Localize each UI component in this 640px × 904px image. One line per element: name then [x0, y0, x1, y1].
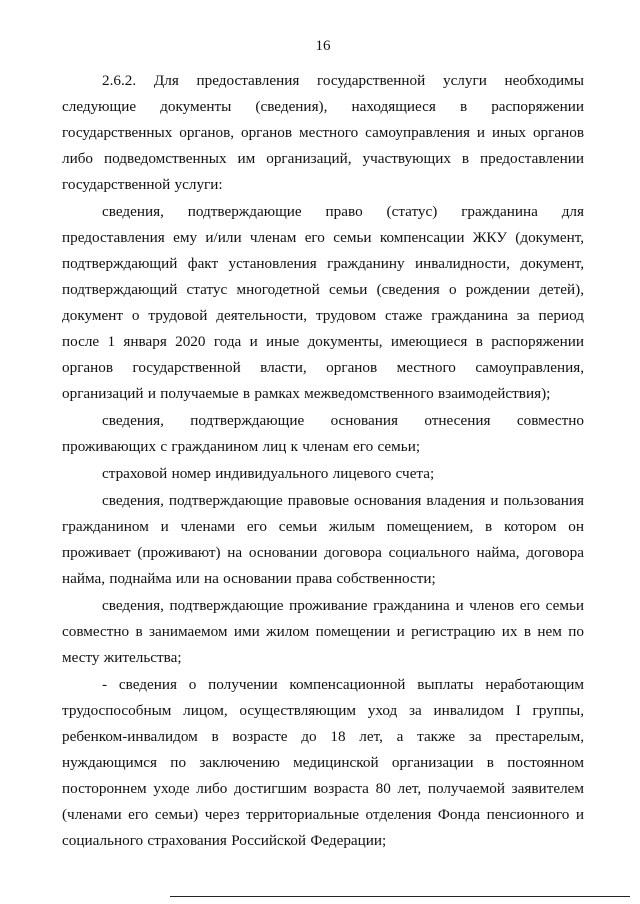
paragraph-compensation-payment: - сведения о получении компенсационной выплаты неработающим трудоспособным лицом, осуществляющим уход за инвалидом I группы, ребенком-инвалидом в возрасте до 18 лет, а также за престарелым, нуждающимся по заключению медицинской организации в постоянном постороннем уходе либо достигшим возраста 80 лет, получаемой заявителем (членами его семьи) через территориальные отделения Фонда пенсионного и социального страхования Российской Федерации; — [62, 676, 584, 849]
paragraph-2-6-2-intro: 2.6.2. Для предоставления государственной услуги необходимы следующие документы (сведения), находящиеся в распоряжении государственных органов, органов местного самоуправления и иных органов либо подведомственных им организаций, участвующих в предоставлении государственной услуги: — [62, 72, 584, 193]
paragraph-snils: страховой номер индивидуального лицевого счета; — [102, 465, 435, 482]
paragraph-residence-registration: сведения, подтверждающие проживание гражданина и членов его семьи совместно в занимаемом ими жилом помещении и регистрацию их в нем по месту жительства; — [62, 597, 584, 666]
paragraph-housing-rights: сведения, подтверждающие правовые основания владения и пользования гражданином и членами его семьи жилым помещением, в котором он проживает (проживают) на основании договора социального найма, договора найма, поднайма или на основании права собственности; — [62, 492, 584, 587]
document-body — [62, 68, 584, 855]
paragraph-family-members: сведения, подтверждающие основания отнесения совместно проживающих с гражданином лиц к членам его семьи; — [62, 412, 584, 455]
page-number: 16 — [315, 38, 331, 54]
paragraph-status-documents: сведения, подтверждающие право (статус) гражданина для предоставления ему и/или членам его семьи компенсации ЖКУ (документ, подтверждающий факт установления гражданину инвалидности, документ, подтверждающий статус многодетной семьи (сведения о рождении детей), документ о трудовой деятельности, трудовом стаже гражданина за период после 1 января 2020 года и иные документы, имеющиеся в распоряжении органов государственной власти, органов местного самоуправления, организаций и получаемые в рамках межведомственного взаимодействия); — [62, 203, 584, 402]
bottom-divider — [170, 896, 630, 897]
